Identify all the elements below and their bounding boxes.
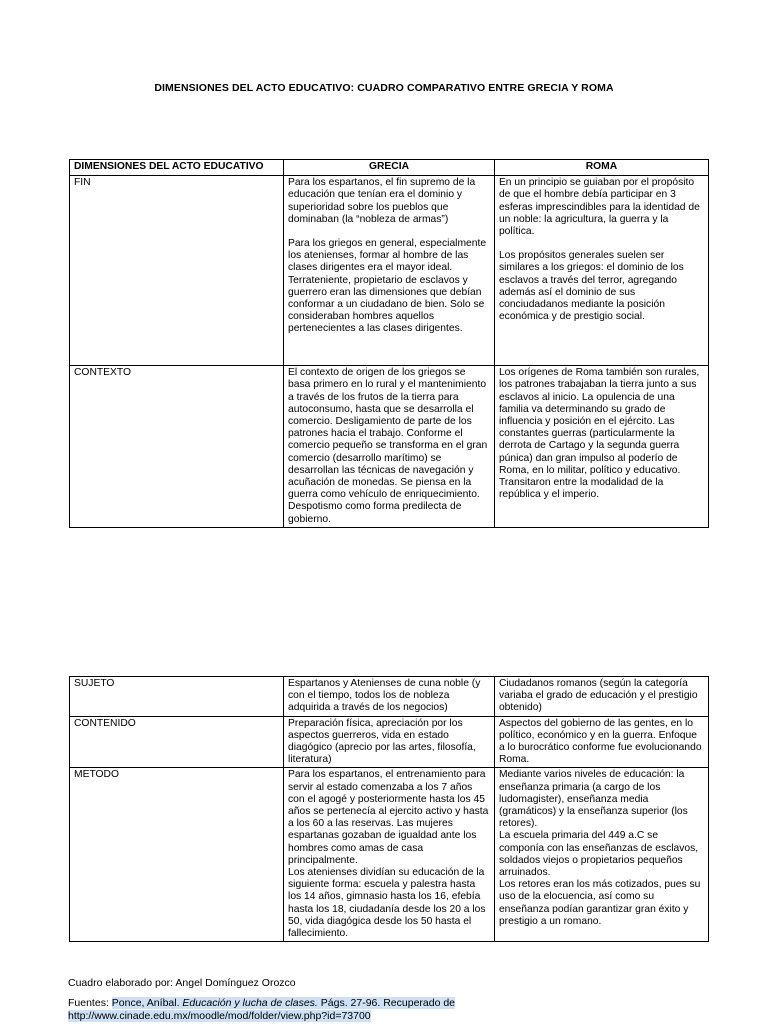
grecia-cell-sujeto — [284, 677, 495, 717]
roma-cell-contenido — [494, 716, 708, 768]
dimension-cell-contexto: CONTEXTO — [70, 366, 284, 528]
grecia-contenido-paragraph: Preparación física, apreciación por los aspectos guerreros, vida en estado diagógico (aprecio por las artes, filosofía, literatura) — [288, 717, 476, 766]
grecia-fin-paragraph-1: Para los espartanos, el fin supremo de la educación que tenían era el dominio y superioridad sobre los pueblos que dominaban (la “nobleza de armas”) — [288, 177, 476, 225]
dimension-cell-sujeto: SUJETO — [70, 677, 284, 717]
header-roma: ROMA — [494, 160, 708, 176]
dimension-cell-fin: FIN — [70, 176, 284, 366]
sources-book-title: Educación y lucha de clases. — [182, 997, 318, 1009]
table-row-fin — [70, 176, 709, 366]
comparison-table-bottom — [69, 676, 709, 942]
roma-metodo-paragraph-2: La escuela primaria del 449 a.C se componía con las enseñanzas de esclavos, soldados viejos o propietarios pequeños arruinados. — [498, 830, 699, 879]
header-dimensions: DIMENSIONES DEL ACTO EDUCATIVO — [70, 160, 284, 176]
roma-cell-sujeto — [494, 677, 708, 717]
dimension-cell-contenido: CONTENIDO — [70, 716, 284, 768]
table-row-metodo — [70, 768, 709, 942]
grecia-metodo-paragraph-1: Para los espartanos, el entrenamiento para servir al estado comenzaba a los 7 años con el agogé y posteriormente hasta los 45 años se pertenecía al ejercito activo y hasta a los 60 a las reservas. Las mujeres espartanas gozaban de igualdad ante los hombres como amas de casa principalmente. — [288, 769, 489, 866]
grecia-cell-metodo — [284, 768, 495, 942]
grecia-fin-paragraph-2: Para los griegos en general, especialmente los atenienses, formar al hombre de las clases dirigentes era el mayor ideal. Terrateniente, propietario de esclavos y guerrero eran las dimensiones que debían conformar a un ciudadano de bien. Solo se consideraban hombres aquellos pertenecientes a las clases dirigentes. — [288, 238, 487, 335]
roma-sujeto-paragraph: Ciudadanos romanos (según la categoría variaba el grado de educación y el prestigio obtenido) — [498, 678, 698, 714]
document-title: DIMENSIONES DEL ACTO EDUCATIVO: CUADRO COMPARATIVO ENTRE GRECIA Y ROMA — [154, 82, 614, 94]
comparison-table-top — [69, 159, 709, 528]
roma-fin-paragraph-1: En un principio se guiaban por el propósito de que el hombre debía participar en 3 esferas imprescindibles para la identidad de un noble: la agricultura, la guerra y la política. — [498, 177, 700, 238]
author-credit: Cuadro elaborado por: Angel Domínguez Orozco — [68, 977, 296, 989]
grecia-cell-fin — [284, 176, 495, 366]
roma-cell-fin — [494, 176, 708, 366]
grecia-sujeto-paragraph: Espartanos y Atenienses de cuna noble (y con el tiempo, todos los de nobleza adquirida a través de los negocios) — [288, 678, 481, 714]
grecia-contexto-paragraph: El contexto de origen de los griegos se basa primero en lo rural y el mantenimiento a través de los frutos de la tierra para autoconsumo, hasta que se desarrolla el comercio. Desligamiento de parte de los patrones hacia el trabajo. Conforme el comercio pequeño se transforma en el gran comercio (desarrollo marítimo) se desarrollan las técnicas de navegación y acuñación de monedas. Se piensa en la guerra como vehículo de enriquecimiento. Despotismo como forma predilecta de gobierno. — [288, 367, 488, 525]
table-row-sujeto — [70, 677, 709, 717]
header-grecia: GRECIA — [284, 160, 495, 176]
grecia-metodo-paragraph-2: Los atenienses dividían su educación de la siguiente forma: escuela y palestra hasta los 14 años, gimnasio hasta los 16, efebía hasta los 18, ciudadanía desde los 20 a los 50, vida diagógica desde los 50 hasta el fallecimiento. — [288, 867, 486, 940]
roma-cell-contexto — [494, 366, 708, 528]
sources-author: Ponce, Aníbal. — [111, 997, 183, 1009]
roma-contexto-paragraph: Los orígenes de Roma también son rurales, los patrones trabajaban la tierra junto a sus esclavos al inicio. La opulencia de una familia va determinando su grado de influencia y posición en el ejército. Las constantes guerras (particularmente la derrota de Cartago y la segunda guerra púnica) dan gran impulso al poderío de Roma, en lo militar, político y educativo. Transitaron entre la modalidad de la república y el imperio. — [498, 367, 700, 501]
roma-contenido-paragraph: Aspectos del gobierno de las gentes, en lo político, económico y en la guerra. Enfoque a lo burocrático conforme fue evolucionando Roma. — [498, 717, 702, 766]
table-row-contenido — [70, 716, 709, 768]
table-header-row — [70, 160, 709, 176]
sources-pages: Págs. 27-96. Recuperado de — [317, 997, 456, 1009]
table-row-contexto — [70, 366, 709, 528]
roma-cell-metodo — [494, 768, 708, 942]
roma-metodo-paragraph-1: Mediante varios niveles de educación: la enseñanza primaria (a cargo de los ludomagister), enseñanza media (gramáticos) y la enseñanza superior (los retores). — [498, 769, 688, 830]
sources-reference — [68, 997, 488, 1023]
roma-metodo-paragraph-3: Los retores eran los más cotizados, pues su uso de la elocuencia, así como su enseñanza podían garantizar gran éxito y prestigio a un romano. — [498, 879, 701, 927]
sources-label: Fuentes: — [68, 997, 112, 1009]
dimension-cell-metodo: METODO — [70, 768, 284, 942]
sources-url-link[interactable]: http://www.cinade.edu.mx/moodle/mod/folder/view.php?id=73700 — [68, 1010, 371, 1022]
grecia-cell-contenido — [284, 716, 495, 768]
roma-fin-paragraph-2: Los propósitos generales suelen ser similares a los griegos: el dominio de los esclavos a través del terror, agregando además así el dominio de sus conciudadanos mediante la posición económica y de prestigio social. — [498, 250, 684, 323]
grecia-cell-contexto — [284, 366, 495, 528]
